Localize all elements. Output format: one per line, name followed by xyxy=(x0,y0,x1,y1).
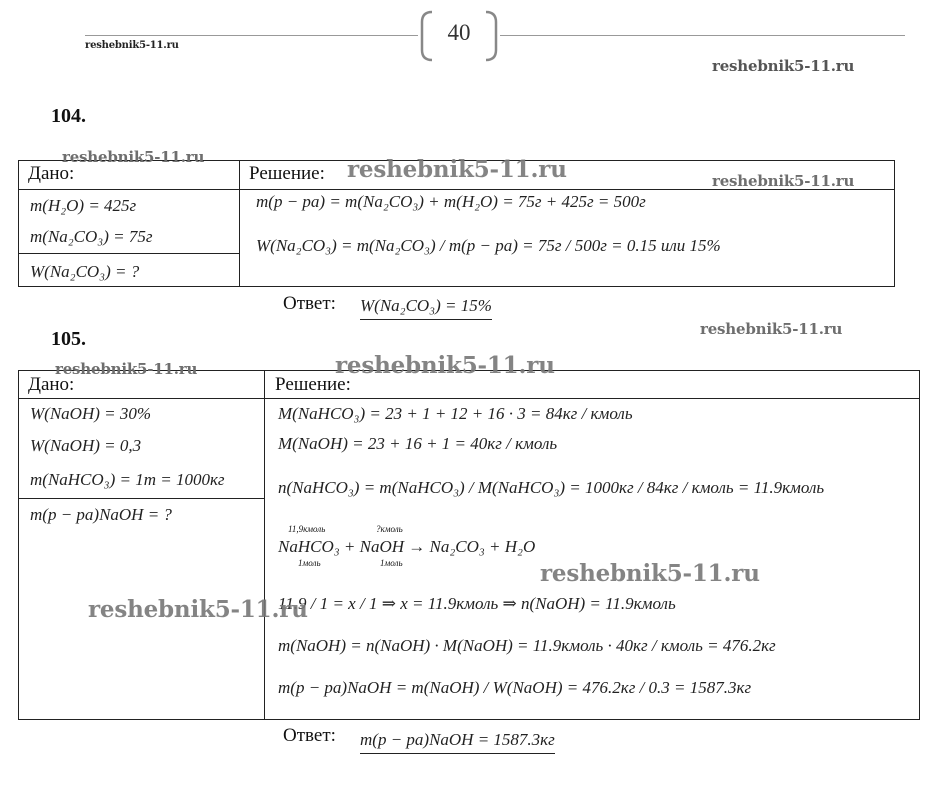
table-divider xyxy=(239,160,240,287)
equation-label: 1моль xyxy=(298,558,321,568)
table-divider xyxy=(18,398,920,399)
given-value: W(NaOH) = 30% xyxy=(30,404,152,423)
given-value: m(H₂O) = 425г xyxy=(30,196,137,215)
answer-value: m(р − ра)NaOH = 1587.3кг xyxy=(360,730,555,754)
watermark: reshebnik5-11.ru xyxy=(335,352,555,379)
answer-label: Ответ: xyxy=(283,725,336,746)
solution-line: n(NaHCO₃) = m(NaHCO₃) / M(NaHCO₃) = 1000кг / 84кг / кмоль = 11.9кмоль xyxy=(278,478,825,497)
solution-header: Решение: xyxy=(249,163,325,184)
solution-line: m(р − ра)NaOH = m(NaOH) / W(NaOH) = 476.2кг / 0.3 = 1587.3кг xyxy=(278,678,752,697)
solution-line: M(NaOH) = 23 + 16 + 1 = 40кг / кмоль xyxy=(278,434,558,453)
solution-header: Решение: xyxy=(275,374,351,395)
equation-label: ?кмоль xyxy=(376,524,403,534)
header-rule-right xyxy=(500,35,905,36)
equation-label: 11,9кмоль xyxy=(288,524,326,534)
reaction-equation: NaHCO₃ + NaOH → Na₂CO₃ + H₂O xyxy=(278,537,536,556)
find-value: W(Na₂CO₃) = ? xyxy=(30,262,140,281)
given-header: Дано: xyxy=(28,163,75,184)
equation-label: 1моль xyxy=(380,558,403,568)
solution-line: m(р − ра) = m(Na₂CO₃) + m(H₂O) = 75г + 425г = 500г xyxy=(256,192,646,211)
solution-line: 11.9 / 1 = x / 1 ⇒ x = 11.9кмоль ⇒ n(NaOH) = 11.9кмоль xyxy=(278,594,676,613)
table-divider xyxy=(264,370,265,720)
header-rule-left xyxy=(85,35,418,36)
problem-number: 104. xyxy=(51,105,86,127)
solution-line: m(NaOH) = n(NaOH) · M(NaOH) = 11.9кмоль · 40кг / кмоль = 476.2кг xyxy=(278,636,776,655)
table-divider xyxy=(18,498,264,499)
watermark: reshebnik5-11.ru xyxy=(712,172,855,190)
given-value: W(NaOH) = 0,3 xyxy=(30,436,142,455)
problem-number: 105. xyxy=(51,328,86,350)
page-number: 40 xyxy=(447,20,471,45)
given-value: m(NaHCO₃) = 1т = 1000кг xyxy=(30,470,225,489)
watermark: reshebnik5-11.ru xyxy=(347,156,567,183)
watermark: reshebnik5-11.ru xyxy=(85,40,179,51)
solution-line: W(Na₂CO₃) = m(Na₂CO₃) / m(р − ра) = 75г / 500г = 0.15 или 15% xyxy=(256,236,721,255)
watermark: reshebnik5-11.ru xyxy=(712,57,855,75)
given-value: m(Na₂CO₃) = 75г xyxy=(30,227,153,246)
answer-value: W(Na₂CO₃) = 15% xyxy=(360,296,492,320)
watermark: reshebnik5-11.ru xyxy=(55,360,198,378)
find-value: m(р − ра)NaOH = ? xyxy=(30,505,172,524)
solution-line: M(NaHCO₃) = 23 + 1 + 12 + 16 · 3 = 84кг / кмоль xyxy=(278,404,633,423)
watermark: reshebnik5-11.ru xyxy=(88,596,308,623)
watermark: reshebnik5-11.ru xyxy=(540,560,760,587)
watermark: reshebnik5-11.ru xyxy=(700,320,843,338)
page-number-frame xyxy=(418,8,500,64)
watermark: reshebnik5-11.ru xyxy=(62,148,205,166)
table-divider xyxy=(18,253,239,254)
given-header: Дано: xyxy=(28,374,75,395)
answer-label: Ответ: xyxy=(283,293,336,314)
